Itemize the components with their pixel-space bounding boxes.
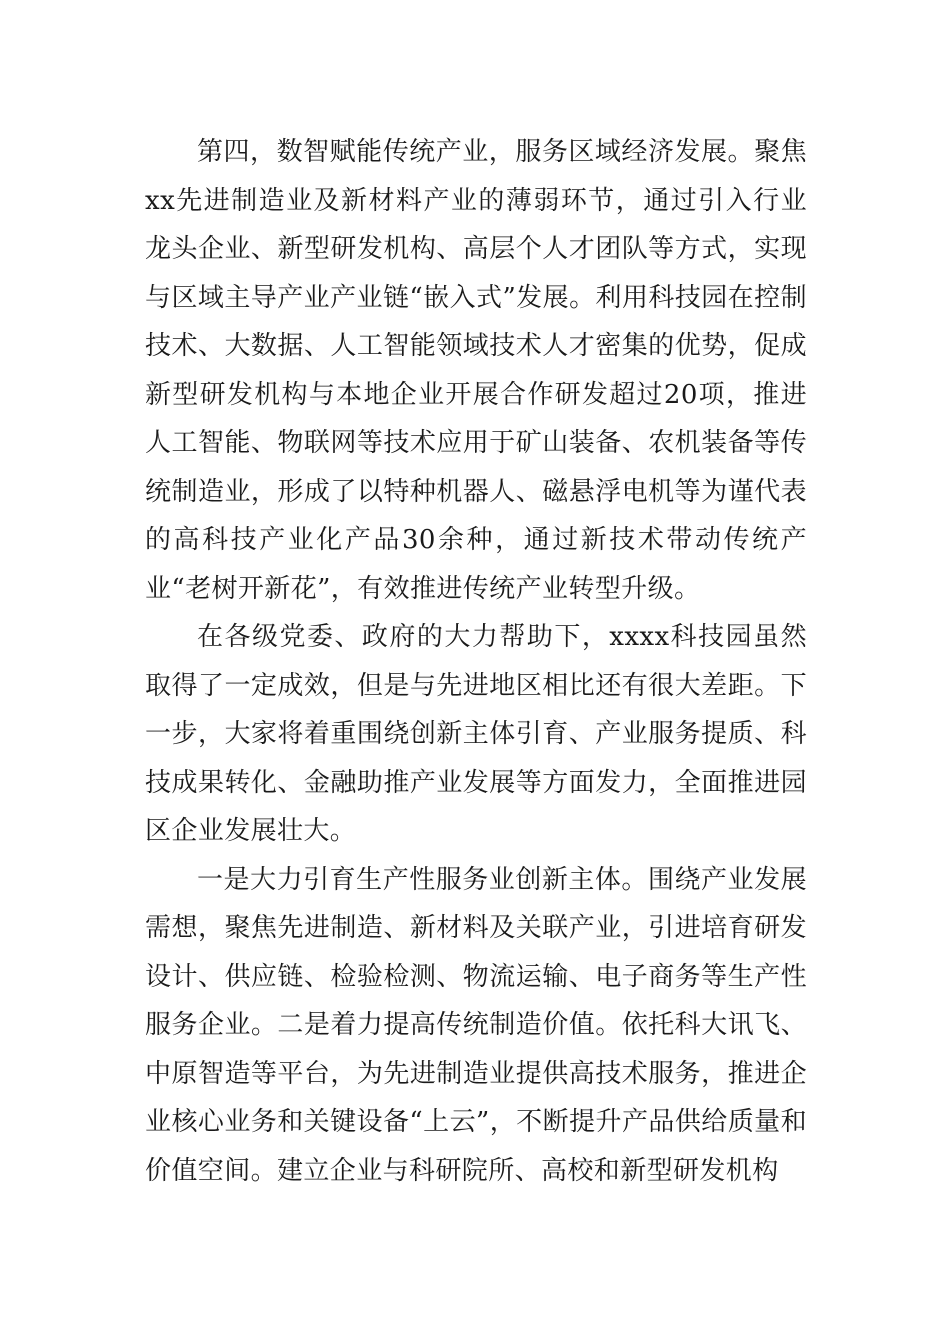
paragraph-service-industry: 一是大力引育生产性服务业创新主体。围绕产业发展需想，聚焦先进制造、新材料及关联产业，引进培育研发设计、供应链、检验检测、物流运输、电子商务等生产性服务企业。二是着力提高传统制造价值。依托科大讯飞、中原智造等平台，为先进制造业提供高技术服务，推进企业核心业务和关键设备“上云”，不断提升产品供给质量和价值空间。建立企业与科研院所、高校和新型研发机构: [145, 864, 807, 1186]
document-body: [145, 128, 807, 1195]
paragraph-next-steps: 在各级党委、政府的大力帮助下，xxxx科技园虽然取得了一定成效，但是与先进地区相比还有很大差距。下一步，大家将着重围绕创新主体引育、产业服务提质、科技成果转化、金融助推产业发展等方面发力，全面推进园区企业发展壮大。: [145, 622, 807, 846]
paragraph-digital-empowerment: 第四，数智赋能传统产业，服务区域经济发展。聚焦xx先进制造业及新材料产业的薄弱环节，通过引入行业龙头企业、新型研发机构、高层个人才团队等方式，实现与区域主导产业产业链“嵌入式”发展。利用科技园在控制技术、大数据、人工智能领域技术人才密集的优势，促成新型研发机构与本地企业开展合作研发超过20项，推进人工智能、物联网等技术应用于矿山装备、农机装备等传统制造业，形成了以特种机器人、磁悬浮电机等为谨代表的高科技产业化产品30余种，通过新技术带动传统产业“老树开新花”，有效推进传统产业转型升级。: [145, 137, 807, 604]
